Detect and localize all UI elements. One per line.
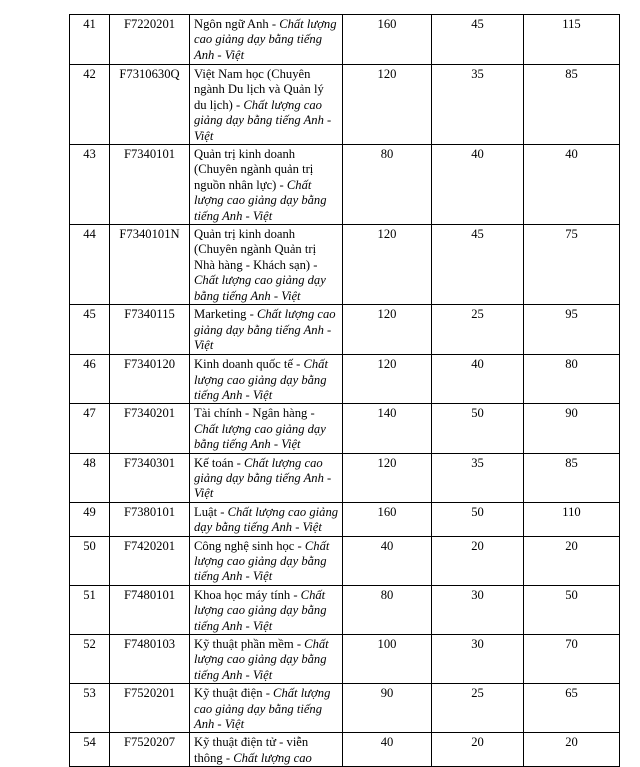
row-number: 54 [70, 733, 110, 767]
table-row [70, 225, 620, 305]
row-number: 49 [70, 502, 110, 536]
table-row [70, 404, 620, 453]
row-number: 48 [70, 453, 110, 502]
quota-total: 120 [343, 355, 432, 404]
program-quality-note: Chất lượng cao giảng dạy bằng tiếng Anh - Việt [194, 17, 337, 62]
table-row [70, 733, 620, 767]
quota-a: 25 [432, 305, 524, 355]
program-code: F7420201 [110, 536, 190, 585]
program-name: Khoa học máy tính - [194, 587, 301, 602]
table-row [70, 502, 620, 536]
program-quality-note: Chất lượng cao giảng dạy bằng tiếng Anh - Việt [194, 307, 336, 352]
quota-b: 40 [524, 145, 620, 225]
table-row [70, 145, 620, 225]
program-name-cell [190, 502, 343, 536]
quota-b: 115 [524, 15, 620, 65]
table-row [70, 684, 620, 733]
program-name: Kinh doanh quốc tế - [194, 357, 304, 372]
row-number: 42 [70, 65, 110, 145]
program-code: F7340115 [110, 305, 190, 355]
quota-a: 25 [432, 684, 524, 733]
row-number: 44 [70, 225, 110, 305]
quota-total: 160 [343, 502, 432, 536]
row-number: 52 [70, 635, 110, 684]
quota-a: 45 [432, 15, 524, 65]
quota-total: 120 [343, 225, 432, 305]
table-row [70, 585, 620, 634]
program-quality-note: Chất lượng cao giảng dạy bằng tiếng Anh - Việt [194, 273, 326, 303]
quota-a: 30 [432, 585, 524, 634]
program-code: F7480101 [110, 585, 190, 634]
program-name-cell [190, 145, 343, 225]
program-name: Công nghệ sinh học - [194, 538, 305, 553]
quota-total: 80 [343, 585, 432, 634]
program-name-cell [190, 305, 343, 355]
program-code: F7520207 [110, 733, 190, 767]
program-quality-note: Chất lượng cao giảng dạy bằng tiếng Anh - Việt [194, 177, 327, 223]
program-quality-note: Chất lượng cao giảng dạy bằng tiếng Anh - Việt [194, 538, 330, 584]
program-name-cell [190, 15, 343, 65]
program-name-cell [190, 355, 343, 404]
quota-a: 35 [432, 65, 524, 145]
quota-a: 20 [432, 536, 524, 585]
program-name-cell [190, 65, 343, 145]
program-name: Kỹ thuật điện tử - viễn thông - [194, 735, 309, 765]
row-number: 53 [70, 684, 110, 733]
quota-b: 20 [524, 536, 620, 585]
program-name: Quản trị kinh doanh (Chuyên ngành Quản trị Nhà hàng - Khách sạn) - [194, 227, 318, 272]
program-name-cell [190, 225, 343, 305]
table-row [70, 65, 620, 145]
program-name: Marketing - [194, 307, 257, 322]
quota-b: 75 [524, 225, 620, 305]
quota-total: 160 [343, 15, 432, 65]
program-code: F7340120 [110, 355, 190, 404]
program-code: F7340201 [110, 404, 190, 453]
table-row [70, 355, 620, 404]
quota-a: 45 [432, 225, 524, 305]
row-number: 41 [70, 15, 110, 65]
program-name-cell [190, 733, 343, 767]
program-code: F7310630Q [110, 65, 190, 145]
quota-b: 85 [524, 65, 620, 145]
quota-total: 140 [343, 404, 432, 453]
quota-a: 20 [432, 733, 524, 767]
program-code: F7480103 [110, 635, 190, 684]
quota-b: 85 [524, 453, 620, 502]
quota-b: 80 [524, 355, 620, 404]
quota-b: 95 [524, 305, 620, 355]
program-quality-note: Chất lượng cao giảng dạy bằng tiếng Anh - Việt [194, 587, 327, 633]
program-name-cell [190, 635, 343, 684]
program-code: F7340101N [110, 225, 190, 305]
program-name: Kế toán - [194, 455, 245, 470]
quota-a: 50 [432, 502, 524, 536]
program-name-cell [190, 536, 343, 585]
quota-b: 50 [524, 585, 620, 634]
quota-b: 65 [524, 684, 620, 733]
quota-total: 120 [343, 453, 432, 502]
program-code: F7340101 [110, 145, 190, 225]
admission-table-body [70, 15, 620, 767]
program-code: F7380101 [110, 502, 190, 536]
program-quality-note: Chất lượng cao giảng dạy bằng tiếng Anh - Việt [194, 686, 331, 732]
quota-b: 110 [524, 502, 620, 536]
quota-b: 90 [524, 404, 620, 453]
row-number: 47 [70, 404, 110, 453]
program-name: Tài chính - Ngân hàng - [194, 406, 315, 421]
row-number: 50 [70, 536, 110, 585]
program-code: F7220201 [110, 15, 190, 65]
quota-total: 90 [343, 684, 432, 733]
program-code: F7340301 [110, 453, 190, 502]
quota-a: 40 [432, 355, 524, 404]
program-name: Quản trị kinh doanh (Chuyên ngành quản trị nguồn nhân lực) - [194, 147, 314, 192]
quota-total: 120 [343, 65, 432, 145]
table-row [70, 15, 620, 65]
program-name-cell [190, 585, 343, 634]
row-number: 45 [70, 305, 110, 355]
program-name: Kỹ thuật phần mềm - [194, 637, 305, 651]
row-number: 51 [70, 585, 110, 634]
quota-total: 40 [343, 733, 432, 767]
program-name-cell [190, 453, 343, 502]
quota-total: 80 [343, 145, 432, 225]
row-number: 46 [70, 355, 110, 404]
program-quality-note: Chất lượng cao giảng dạy bằng tiếng Anh - Việt [194, 455, 332, 501]
program-name: Kỹ thuật điện - [194, 686, 274, 701]
program-quality-note: Chất lượng cao giảng dạy bằng tiếng Anh - Việt [194, 421, 326, 452]
quota-b: 70 [524, 635, 620, 684]
table-row [70, 536, 620, 585]
table-row [70, 305, 620, 355]
program-quality-note: Chất lượng cao giảng dạy bằng tiếng Anh - Việt [194, 97, 332, 143]
quota-total: 40 [343, 536, 432, 585]
quota-a: 35 [432, 453, 524, 502]
program-quality-note: Chất lượng cao giảng dạy bằng tiếng Anh - Việt [194, 504, 339, 535]
quota-b: 20 [524, 733, 620, 767]
program-name: Việt Nam học (Chuyên ngành Du lịch và Quản lý du lịch) - [194, 67, 324, 112]
program-quality-note: Chất lượng cao giảng dạy bằng tiếng Anh - Việt [194, 357, 328, 402]
quota-total: 100 [343, 635, 432, 684]
program-quality-note: Chất lượng cao [233, 750, 312, 765]
admission-table [69, 14, 620, 767]
quota-a: 30 [432, 635, 524, 684]
program-name-cell [190, 684, 343, 733]
program-name-cell [190, 404, 343, 453]
quota-a: 40 [432, 145, 524, 225]
program-name: Luật - [194, 504, 228, 519]
program-code: F7520201 [110, 684, 190, 733]
program-quality-note: Chất lượng cao giảng dạy bằng tiếng Anh - Việt [194, 637, 329, 682]
quota-total: 120 [343, 305, 432, 355]
table-row [70, 453, 620, 502]
row-number: 43 [70, 145, 110, 225]
program-name: Ngôn ngữ Anh - [194, 17, 280, 31]
quota-a: 50 [432, 404, 524, 453]
table-row [70, 635, 620, 684]
